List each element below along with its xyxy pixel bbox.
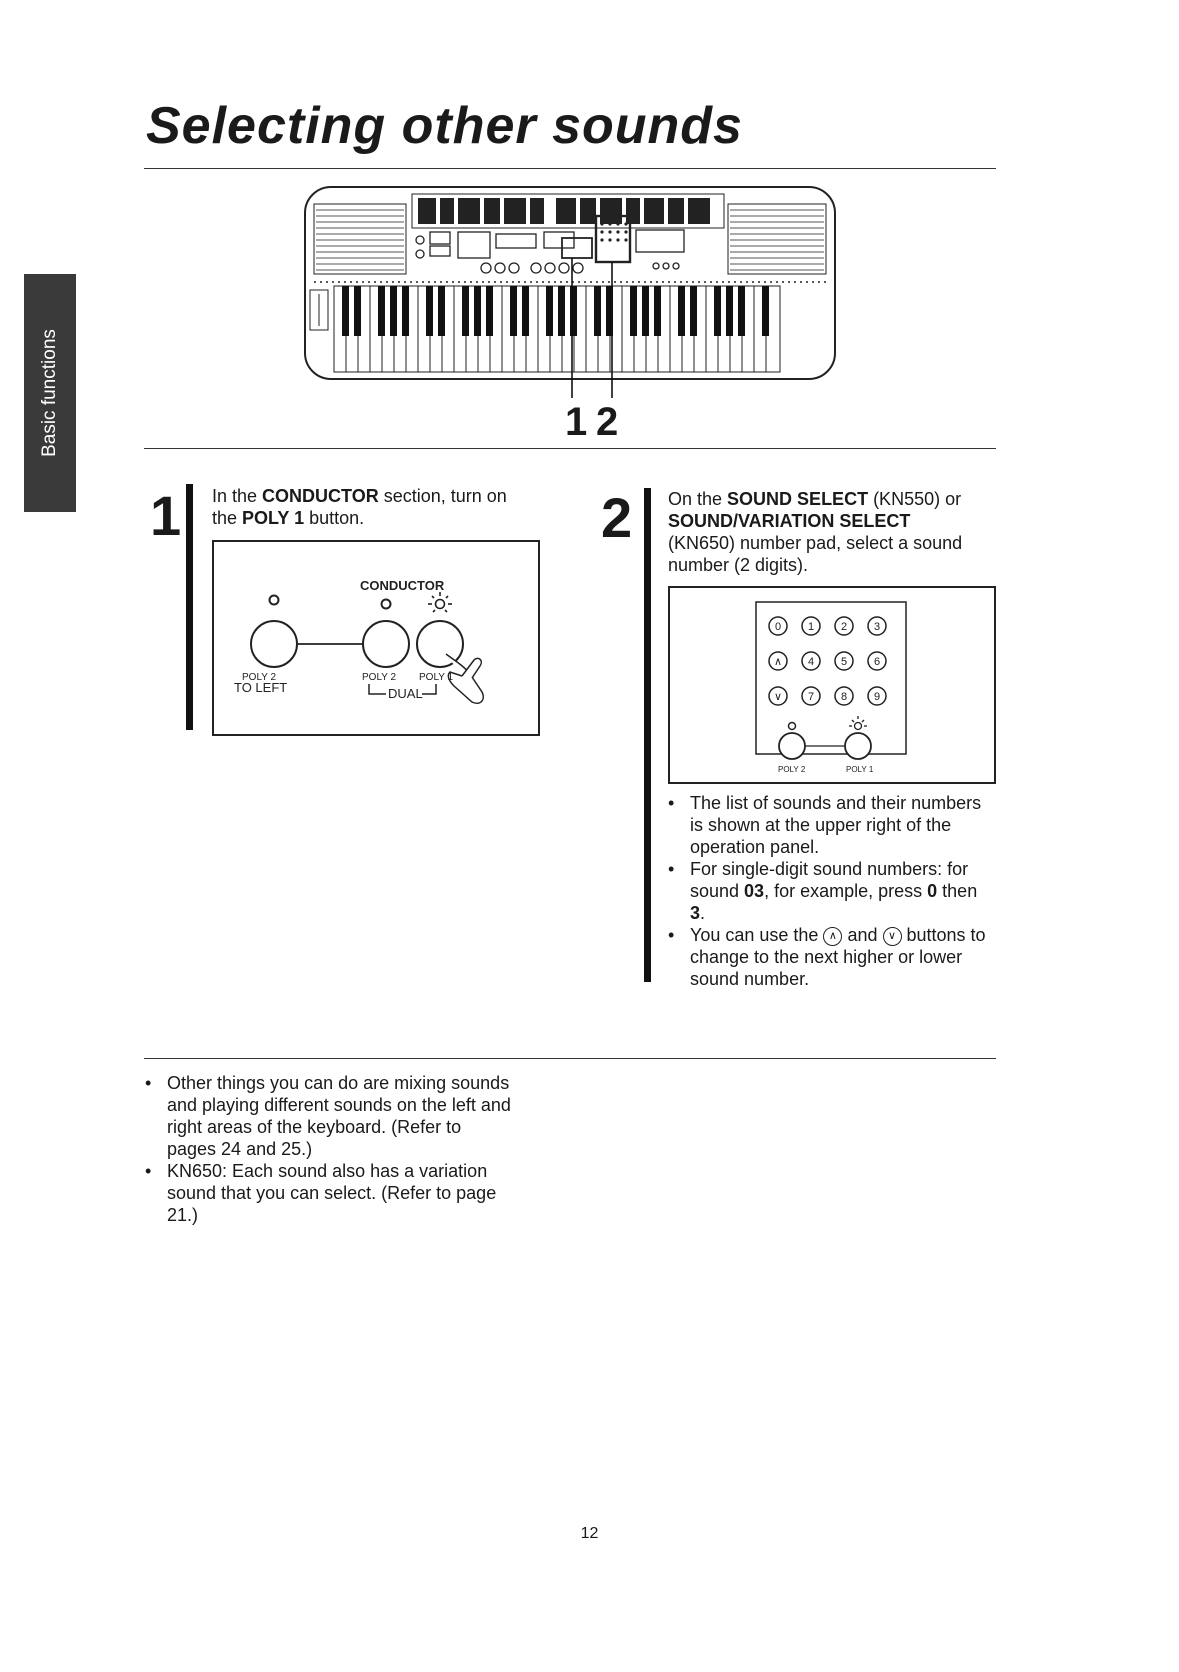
poly2-dual-led bbox=[382, 600, 391, 609]
key-4: 4 bbox=[807, 656, 815, 668]
poly1-pad-button bbox=[845, 733, 871, 759]
step-1-number: 1 bbox=[150, 484, 182, 547]
step-2-bullet-2: • For single-digit sound numbers: for sound 03, for example, press 0 then 3. bbox=[668, 858, 990, 924]
poly2-pad-button bbox=[779, 733, 805, 759]
key-2: 2 bbox=[840, 621, 848, 633]
key-8: 8 bbox=[840, 691, 848, 703]
key-up: ∧ bbox=[773, 656, 783, 668]
side-tab-label: Basic functions bbox=[39, 329, 60, 457]
note-item: • Other things you can do are mixing sounds and playing different sounds on the left and right areas of the keyboard. (Refer to pages 24 and 25.) bbox=[145, 1072, 515, 1160]
key-0: 0 bbox=[774, 621, 782, 633]
callout-2: 2 bbox=[596, 400, 619, 444]
down-button-icon: ∨ bbox=[883, 927, 902, 946]
side-tab bbox=[24, 274, 76, 512]
key-5: 5 bbox=[840, 656, 848, 668]
to-left-label: TO LEFT bbox=[234, 680, 288, 695]
step-2-bar bbox=[644, 488, 651, 982]
page-number: 12 bbox=[580, 1525, 599, 1542]
right-speaker bbox=[728, 204, 826, 274]
key-3: 3 bbox=[873, 621, 881, 633]
conductor-diagram bbox=[212, 540, 540, 736]
poly1-button bbox=[417, 621, 463, 667]
key-1: 1 bbox=[807, 621, 815, 633]
figure-rule bbox=[144, 448, 996, 449]
conductor-label: CONDUCTOR bbox=[360, 578, 445, 593]
poly1-label: POLY 1 bbox=[419, 672, 454, 683]
up-button-icon: ∧ bbox=[823, 927, 842, 946]
notes-rule bbox=[144, 1058, 996, 1059]
page-title: Selecting other sounds bbox=[146, 97, 743, 155]
key-7: 7 bbox=[807, 691, 815, 703]
conductor-diagram-svg bbox=[214, 542, 538, 734]
step-1-text: In the CONDUCTOR section, turn on the POLY 1 button. bbox=[212, 486, 507, 528]
number-pad-svg bbox=[670, 588, 994, 782]
poly2-left-led bbox=[270, 596, 279, 605]
poly1-led-lit bbox=[428, 592, 452, 612]
poly2-dual-label: POLY 2 bbox=[362, 672, 397, 683]
poly2-pad-label: POLY 2 bbox=[778, 765, 806, 774]
notes-list bbox=[145, 1072, 515, 1226]
poly2-dual-button bbox=[363, 621, 409, 667]
step-2-bullets bbox=[668, 792, 990, 990]
number-pad-diagram bbox=[668, 586, 996, 784]
poly2-to-left-button bbox=[251, 621, 297, 667]
step-2-number: 2 bbox=[601, 486, 633, 549]
key-9: 9 bbox=[873, 691, 881, 703]
callout-1: 1 bbox=[565, 400, 588, 444]
poly2-label: POLY 2 bbox=[242, 672, 277, 683]
step-2-bullet-3: • You can use the ∧ and ∨ buttons to change to the next higher or lower sound number. bbox=[668, 924, 990, 990]
left-speaker bbox=[314, 204, 406, 274]
title-rule bbox=[144, 168, 996, 169]
key-down: ∨ bbox=[773, 691, 783, 703]
step-1-bar bbox=[186, 484, 193, 730]
step-2-text: On the SOUND SELECT (KN550) or SOUND/VARIATION SELECT (KN650) number pad, select a sound number (2 digits). bbox=[668, 489, 963, 575]
step-2-bullet-1: • The list of sounds and their numbers is shown at the upper right of the operation panel. bbox=[668, 792, 990, 858]
dual-label: DUAL bbox=[388, 686, 423, 701]
key-6: 6 bbox=[873, 656, 881, 668]
control-panel bbox=[412, 194, 724, 228]
poly1-pad-label: POLY 1 bbox=[846, 765, 874, 774]
note-item: • KN650: Each sound also has a variation sound that you can select. (Refer to page 21.) bbox=[145, 1160, 515, 1226]
